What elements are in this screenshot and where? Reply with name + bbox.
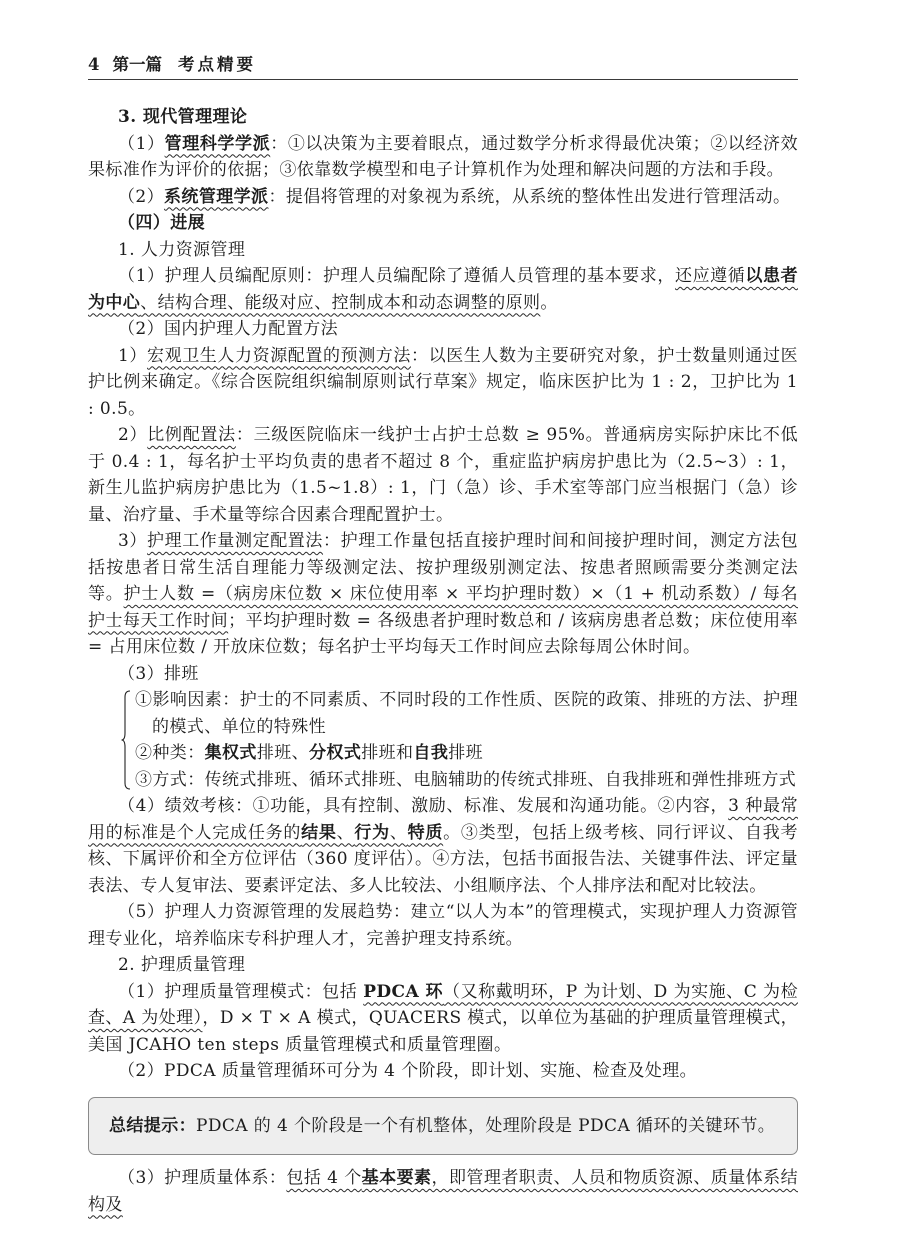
paragraph-text: 。③类型，包括上级考核、同行评议、自我考核、下属评价和全方位评估（360 度评估）。④方法，包括书面报告法、关键事件法、评定量表法、专人复审法、要素评定法、多人比较法、小组顺序法、个人排序法和配对比较法。 [88,822,798,896]
paragraph-text: ；平均护理时数 = 各级患者护理时数总和 / 该病房患者总数；床位使用率 = 占用床位数 / 开放床位数；每名护士平均每天工作时间应去除每周公休时间。 [88,610,798,657]
paragraph-text: ：提倡将管理的对象视为系统，从系统的整体性出发进行管理活动。 [268,186,791,207]
list-label: ②种类： [135,743,205,763]
heading-modern-management-theory: 3. 现代管理理论 [118,107,248,127]
item-number: 2） [118,425,148,445]
key-term: 自我 [413,743,449,763]
scheduling-brace-list [135,687,798,793]
key-term: 行为 [354,822,390,843]
key-term: 以患者为中心 [88,266,798,313]
key-term: 结果 [301,822,337,843]
heading-staffing-methods: （2）国内护理人力配置方法 [118,319,339,339]
key-term: 基本要素 [361,1168,432,1188]
paragraph-management-science-school [88,131,798,184]
scheduling-types [135,740,798,767]
tip-text: PDCA 的 4 个阶段是一个有机整体，处理阶段是 PDCA 循环的关键环节。 [196,1115,776,1136]
list-text: 排班 [448,743,484,763]
summary-tip-box [88,1097,798,1156]
key-term: 宏观卫生人力资源配置的预测方法 [147,345,411,366]
separator: 、 [389,822,408,843]
paragraph-pdca-stages: （2）PDCA 质量管理循环可分为 4 个阶段，即计划、实施、检查及处理。 [118,1061,697,1081]
left-brace [121,690,131,790]
paragraph-text: ：①以决策为主要着眼点，通过数学分析求得最优决策；②以经济效果标准作为评价的依据；③依靠数学模型和电子计算机作为处理和解决问题的方法和手段。 [88,133,798,180]
list-text: 排班和 [361,743,414,763]
key-term: 系统管理学派 [164,186,269,207]
key-term: 分权式 [309,743,362,763]
item-number: 1） [118,345,148,366]
scheduling-modes: ③方式：传统式排班、循环式排班、电脑辅助的传统式排班、自我排班和弹性排班方式 [135,769,797,790]
part-title: 考点精要 [177,55,256,74]
list-text: 排班、 [256,743,310,763]
underlined-text: （又称戴明环，P 为计划、D 为实施、C 为检查、A 为处理） [88,981,798,1028]
tip-label: 总结提示： [109,1115,196,1136]
paragraph-performance-appraisal [88,793,798,899]
paragraph-systems-management-school [88,184,798,211]
underlined-text: 还应遵循 [674,266,746,286]
paragraph-staffing-principle [88,263,798,316]
paragraph-quality-models [88,979,798,1059]
paragraph-macro-forecasting [88,343,798,423]
underlined-text: ，即管理者职责、人员和物质资源、质量体系结构及 [88,1168,798,1215]
underlined-text: 3 种最常用的标准是个人完成任务的 [88,796,798,843]
paragraph-text: ：护理工作量包括直接护理时间和间接护理时间，测定方法包括按患者日常生活自理能力等级测定法、按护理级别测定法、按患者照顾需要分类测定法等。 [88,531,798,604]
heading-quality-management: 2. 护理质量管理 [118,955,246,975]
paragraph-text: （1）护理人员编配原则：护理人员编配除了遵循人员管理的基本要求， [118,266,675,286]
item-number: （2） [118,186,165,207]
paragraph-text: （3）护理质量体系： [118,1168,287,1188]
heading-human-resources: 1. 人力资源管理 [118,239,246,260]
paragraph-text: ，D × T × A 模式，QUACERS 模式，以单位为基础的护理质量管理模式，美国 JCAHO ten steps 质量管理模式和质量管理圈。 [88,1008,798,1055]
scheduling-factors: ①影响因素：护士的不同素质、不同时段的工作性质、医院的政策、排班的方法、护理的模式、单位的特殊性 [135,690,798,737]
paragraph-workload-staffing [88,528,798,661]
separator: 、 [336,822,355,843]
running-header [88,52,798,80]
paragraph-text: ：三级医院临床一线护士占护士总数 ≥ 95%。普通病房实际护床比不低于 0.4 : 1，每名护士平均负责的患者不超过 8 个，重症监护病房护患比为（2.5~3）: 1，新生儿监护病房护患比为（1.5~1.8）: 1，门（急）诊、手术室等部门应当根据门（急）诊量、治疗量、手术量等综合因素合理配置护士。 [88,425,799,525]
key-term: 管理科学学派 [164,133,271,154]
staffing-formula: 护士人数 =（病房床位数 × 床位使用率 × 平均护理时数）×（1 + 机动系数）/ 每名护士每天工作时间 [88,584,798,631]
paragraph-text: 。 [540,292,558,313]
item-number: 3） [118,531,148,551]
underlined-text: 、结构合理、能级对应、控制成本和动态调整的原则 [140,292,541,313]
paragraph-text: （1）护理质量管理模式：包括 [118,981,364,1002]
page-body [88,104,798,1218]
key-term: 特质 [407,822,444,843]
key-term: 比例配置法 [147,425,236,445]
paragraph-text: ：以医生人数为主要研究对象，护士数量则通过医护比例来确定。《综合医院组织编制原则试行草案》规定，临床医护比为 1 : 2，卫护比为 1 : 0.5。 [88,345,798,419]
key-term: 护理工作量测定配置法 [147,531,324,551]
page-number: 4 [88,55,100,74]
key-term: 集权式 [204,743,257,763]
heading-scheduling: （3）排班 [118,663,199,684]
heading-progress: （四）进展 [118,213,205,233]
paragraph-quality-system [88,1165,798,1218]
part-label: 第一篇 [112,55,162,74]
item-number: （1） [118,133,165,154]
underlined-text: 包括 4 个 [286,1168,362,1188]
key-term: PDCA 环 [363,981,444,1002]
paragraph-ratio-staffing [88,422,798,528]
paragraph-text: （4）绩效考核：①功能，具有控制、激励、标准、发展和沟通功能。②内容， [118,796,729,816]
paragraph-hr-trend: （5）护理人力资源管理的发展趋势：建立“以人为本”的管理模式，实现护理人力资源管理专业化，培养临床专科护理人才，完善护理支持系统。 [88,902,798,949]
